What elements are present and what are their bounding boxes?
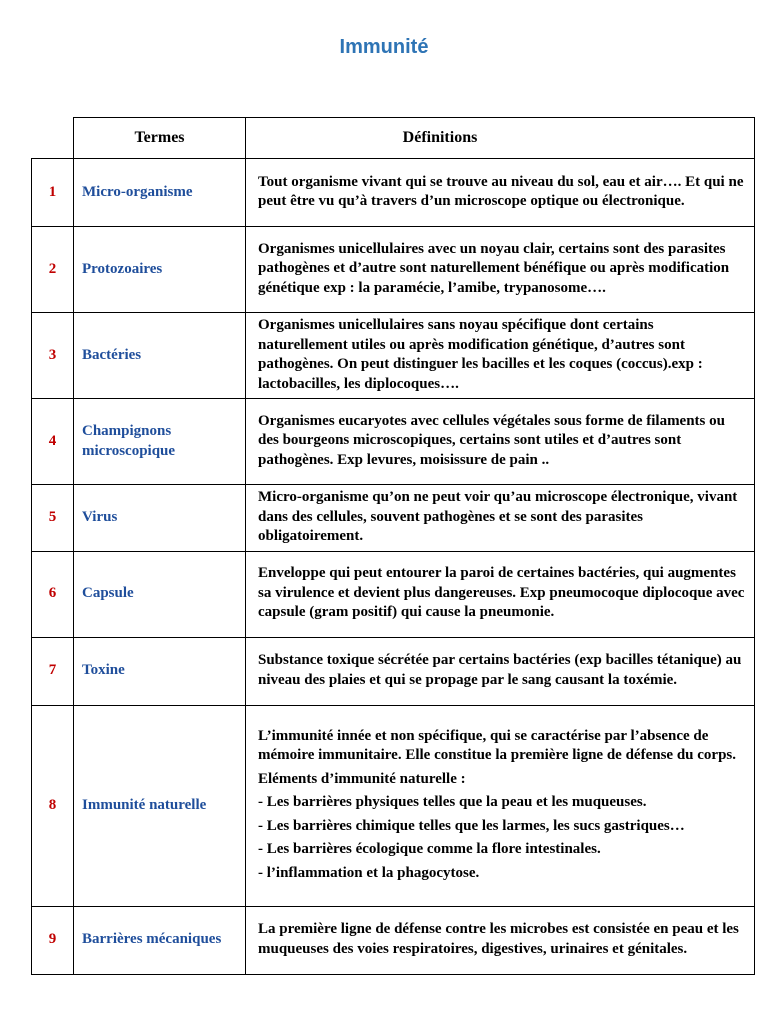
- definition-paragraph: Micro-organisme qu’on ne peut voir qu’au microscope électronique, vivant dans des cellules, souvent pathogènes et se sont des parasites obligatoirement.: [258, 489, 738, 544]
- table-row: [32, 399, 755, 485]
- definition-paragraph: - Les barrières écologique comme la flore intestinales.: [258, 841, 601, 858]
- definition-paragraph: Enveloppe qui peut entourer la paroi de certaines bactéries, qui augmentes sa virulence et devient plus dangereuses. Exp pneumocoque diplocoque avec capsule (gram positif) qui cause la pneumonie.: [258, 565, 745, 621]
- row-number: 9: [32, 906, 74, 974]
- definition-paragraph: L’immunité innée et non spécifique, qui se caractérise par l’absence de mémoire immunitaire. Elle constitue la première ligne de défense du corps.: [258, 727, 736, 764]
- table-row: [32, 313, 755, 399]
- definition-cell: [246, 705, 755, 906]
- glossary-table: [31, 117, 755, 975]
- term-cell: Immunité naturelle: [74, 705, 246, 906]
- definition-cell: [246, 551, 755, 637]
- definition-cell: [246, 159, 755, 227]
- page-title: Immunité: [339, 36, 429, 58]
- definition-cell: [246, 485, 755, 552]
- definition-paragraph: La première ligne de défense contre les microbes est consistée en peau et les muqueuses des voies respiratoires, digestives, urinaires et génitales.: [258, 921, 739, 957]
- table-row: [32, 906, 755, 974]
- term-cell: Capsule: [74, 551, 246, 637]
- definition-cell: [246, 399, 755, 485]
- row-number: 5: [32, 485, 74, 552]
- term-cell: Barrières mécaniques: [74, 906, 246, 974]
- table-row: [32, 705, 755, 906]
- table-row: [32, 159, 755, 227]
- table-row: [32, 485, 755, 552]
- table-row: [32, 551, 755, 637]
- table-header-row: [32, 118, 755, 159]
- term-cell: Micro-organisme: [74, 159, 246, 227]
- row-number: 7: [32, 637, 74, 705]
- table-row: [32, 227, 755, 313]
- term-cell: Champignons microscopique: [74, 399, 246, 485]
- definition-cell: [246, 313, 755, 399]
- row-number: 1: [32, 159, 74, 227]
- term-cell: Virus: [74, 485, 246, 552]
- header-empty-cell: [32, 118, 74, 159]
- term-cell: Bactéries: [74, 313, 246, 399]
- row-number: 8: [32, 705, 74, 906]
- header-termes: Termes: [74, 118, 246, 159]
- table-row: [32, 637, 755, 705]
- definition-paragraph: Organismes unicellulaires avec un noyau clair, certains sont des parasites pathogènes et d’autre sont naturellement bénéfique ou après modification génétique exp : la paramécie, l’amibe, trypanosome….: [258, 240, 730, 296]
- definition-cell: [246, 637, 755, 705]
- definition-paragraph: Organismes eucaryotes avec cellules végétales sous forme de filaments ou des bourgeons microscopiques, certains sont utiles et d’autres sont pathogènes. Exp levures, moisissure de pain ..: [258, 412, 725, 468]
- row-number: 3: [32, 313, 74, 399]
- definition-paragraph: Substance toxique sécrétée par certains bactéries (exp bacilles tétanique) au niveau des plaies et qui se propage par le sang causant la toxémie.: [258, 652, 742, 688]
- row-number: 2: [32, 227, 74, 313]
- row-number: 6: [32, 551, 74, 637]
- definition-paragraph: Eléments d’immunité naturelle :: [258, 770, 466, 787]
- term-cell: Toxine: [74, 637, 246, 705]
- term-cell: Protozoaires: [74, 227, 246, 313]
- definition-cell: [246, 227, 755, 313]
- table-body: [32, 159, 755, 975]
- row-number: 4: [32, 399, 74, 485]
- definition-paragraph: - Les barrières chimique telles que les larmes, les sucs gastriques…: [258, 817, 685, 834]
- definition-paragraph: - Les barrières physiques telles que la peau et les muqueuses.: [258, 794, 647, 811]
- definition-paragraph: Organismes unicellulaires sans noyau spécifique dont certains naturellement utiles ou après modification génétique, d’autres sont pathogènes. On peut distinguer les bacilles et les coques (coccus).exp : lactobacilles, les diplocoques….: [258, 317, 703, 392]
- header-definitions: Définitions: [246, 118, 755, 159]
- definition-cell: [246, 906, 755, 974]
- definition-paragraph: - l’inflammation et la phagocytose.: [258, 864, 480, 881]
- definition-paragraph: Tout organisme vivant qui se trouve au niveau du sol, eau et air…. Et qui ne peut être vu qu’à travers d’un microscope optique ou électronique.: [258, 173, 744, 209]
